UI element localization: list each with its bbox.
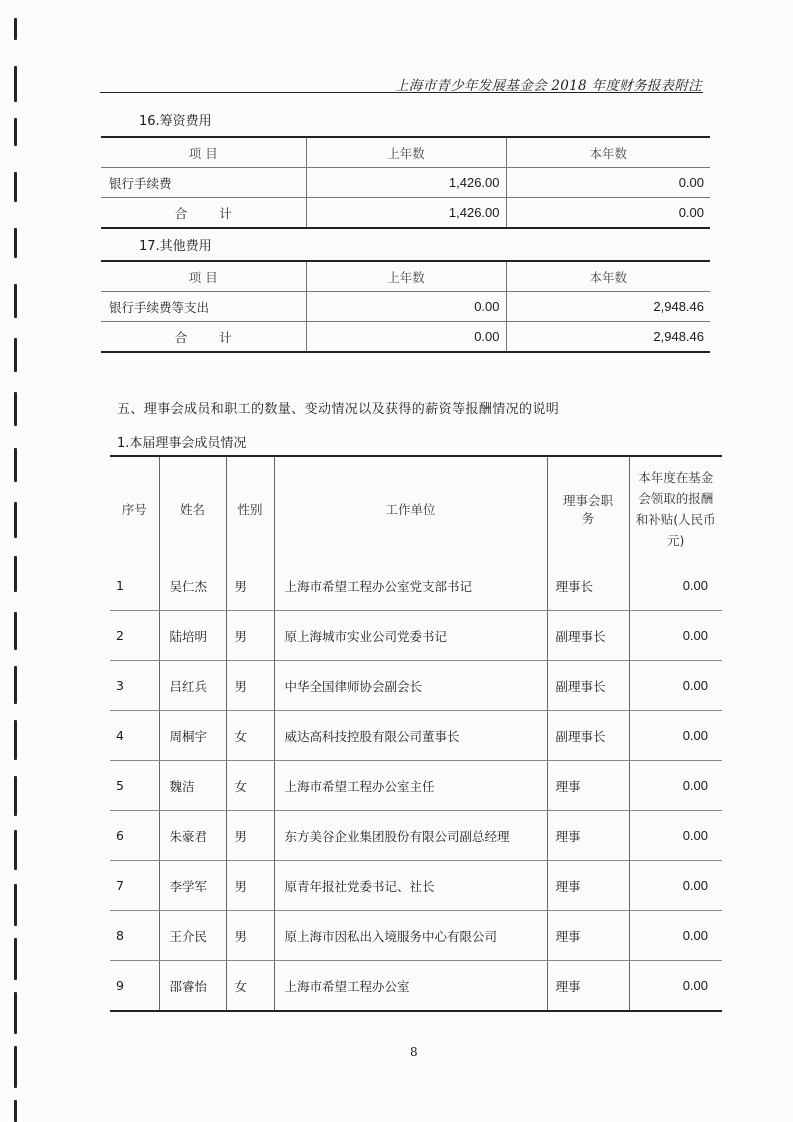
post-cell: 理事 [547,911,629,961]
other-expenses-label: 17.其他费用 [139,239,212,254]
col-header-name: 姓名 [159,456,226,561]
index-cell: 4 [110,711,159,761]
section-5-title: 五、理事会成员和职工的数量、变动情况以及获得的薪资等报酬情况的说明 [117,402,560,417]
index-cell: 9 [116,978,124,993]
total-label: 合 计 [101,198,306,229]
name-cell: 陆培明 [159,611,226,661]
table-row [110,611,722,661]
col-header-sex: 性别 [226,456,274,561]
prior-year-cell: 1,426.00 [306,168,506,198]
post-cell: 副理事长 [547,661,629,711]
index-cell: 7 [110,861,159,911]
post-cell: 理事 [547,861,629,911]
name-cell: 吕红兵 [159,661,226,711]
table-header-row [101,261,710,292]
header-rule [100,92,703,93]
total-prior-year: 1,426.00 [306,198,506,229]
pay-cell: 0.00 [629,661,722,711]
name-cell: 吴仁杰 [159,561,226,611]
total-row [101,322,710,353]
sex-cell: 男 [226,561,274,611]
board-members-table [110,455,722,1012]
post-cell: 理事 [547,761,629,811]
table-header-row [110,456,722,561]
pay-cell: 0.00 [629,811,722,861]
current-year-cell: 0.00 [506,168,710,198]
col-header-pay: 本年度在基金会领取的报酬和补贴(人民币元) [629,456,722,561]
name-cell: 周桐宇 [159,711,226,761]
sex-cell: 男 [226,911,274,961]
name-cell: 李学军 [159,861,226,911]
post-cell: 理事 [547,961,629,1012]
unit-cell: 原青年报社党委书记、社长 [274,861,547,911]
index-cell: 5 [110,761,159,811]
other-expenses-table [101,260,710,353]
table-row [110,911,722,961]
page-number: 8 [410,1045,418,1059]
name-cell: 王介民 [159,911,226,961]
sex-cell: 男 [226,611,274,661]
table-row [110,861,722,911]
col-header-prior-year: 上年数 [306,137,506,168]
index-cell: 1 [110,561,159,611]
name-cell: 邵睿怡 [159,961,226,1012]
post-cell: 理事 [547,811,629,861]
unit-cell: 原上海市因私出入境服务中心有限公司 [274,911,547,961]
pay-cell: 0.00 [629,561,722,611]
unit-cell: 上海市希望工程办公室主任 [274,761,547,811]
table-row [110,561,722,611]
index-cell: 2 [110,611,159,661]
total-current-year: 0.00 [506,198,710,229]
table-row [101,168,710,198]
name-cell: 朱豪君 [159,811,226,861]
table-row [110,661,722,711]
col-header-item: 项 目 [101,137,306,168]
sex-cell: 女 [226,761,274,811]
unit-cell: 上海市希望工程办公室 [274,961,547,1012]
pay-cell: 0.00 [629,611,722,661]
col-header-post: 理事会职务 [547,456,629,561]
index-cell: 6 [110,811,159,861]
sex-cell: 男 [226,661,274,711]
col-header-unit: 工作单位 [274,456,547,561]
fundraising-label: 16.筹资费用 [139,114,212,129]
page-header-title: 上海市青少年发展基金会 2018 年度财务报表附注 [395,78,702,94]
post-cell: 副理事长 [547,611,629,661]
pay-cell: 0.00 [629,711,722,761]
pay-cell: 0.00 [629,861,722,911]
index-cell: 8 [110,911,159,961]
item-cell: 银行手续费等支出 [101,292,306,322]
sex-cell: 女 [226,711,274,761]
col-header-current-year: 本年数 [506,137,710,168]
name-cell: 魏洁 [159,761,226,811]
binding-marks [14,0,20,1122]
unit-cell: 中华全国律师协会副会长 [274,661,547,711]
item-cell: 银行手续费 [101,168,306,198]
unit-cell: 上海市希望工程办公室党支部书记 [274,561,547,611]
unit-cell: 东方美谷企业集团股份有限公司副总经理 [274,811,547,861]
table-row [101,292,710,322]
pay-cell: 0.00 [629,961,722,1012]
sex-cell: 女 [226,961,274,1012]
board-members-label: 1.本届理事会成员情况 [117,436,247,451]
prior-year-cell: 0.00 [306,292,506,322]
unit-cell: 原上海城市实业公司党委书记 [274,611,547,661]
table-row [110,961,722,1012]
unit-cell: 威达高科技控股有限公司董事长 [274,711,547,761]
table-row [110,711,722,761]
col-header-current-year: 本年数 [506,261,710,292]
post-cell: 理事长 [547,561,629,611]
current-year-cell: 2,948.46 [506,292,710,322]
sex-cell: 男 [226,811,274,861]
total-label: 合 计 [101,322,306,353]
sex-cell: 男 [226,861,274,911]
total-current-year: 2,948.46 [506,322,710,353]
table-row [110,761,722,811]
col-header-index: 序号 [121,502,147,517]
total-prior-year: 0.00 [306,322,506,353]
col-header-item: 项 目 [101,261,306,292]
total-row [101,198,710,229]
table-row [110,811,722,861]
pay-cell: 0.00 [629,911,722,961]
pay-cell: 0.00 [629,761,722,811]
fundraising-table [101,136,710,229]
col-header-prior-year: 上年数 [306,261,506,292]
index-cell: 3 [110,661,159,711]
post-cell: 副理事长 [547,711,629,761]
table-header-row [101,137,710,168]
